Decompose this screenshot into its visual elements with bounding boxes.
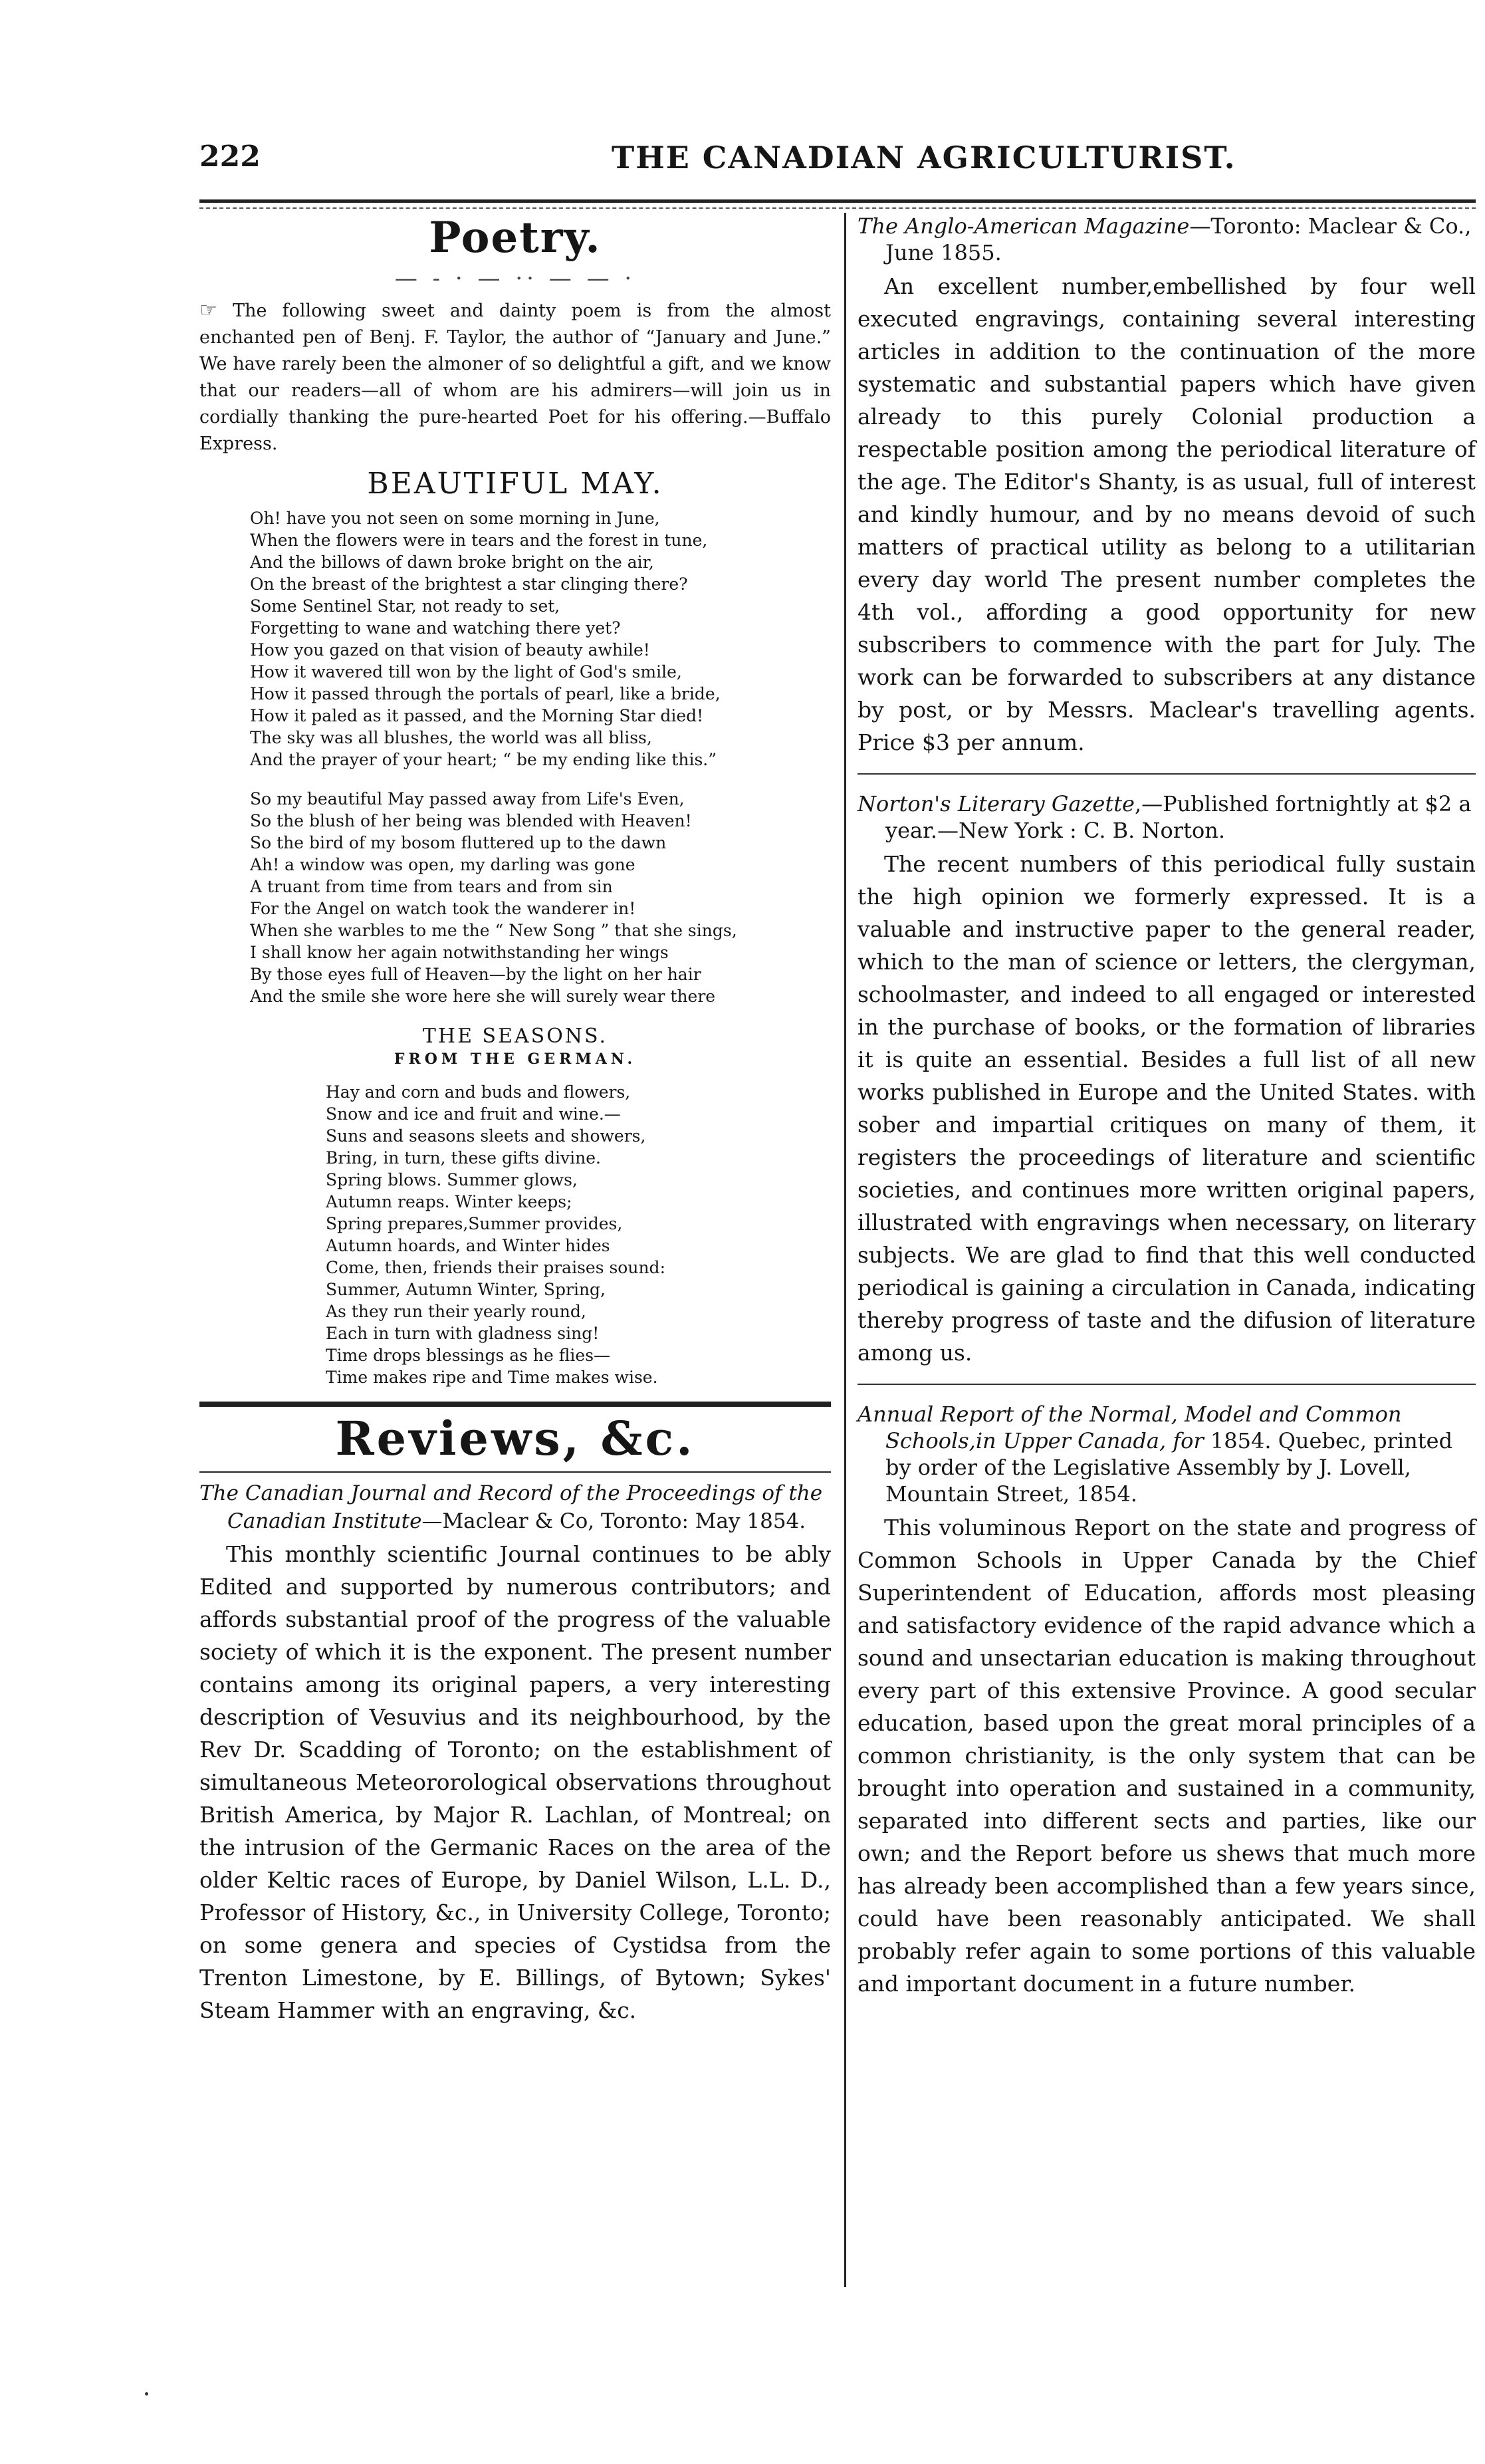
verse-line: For the Angel on watch took the wanderer in! [250, 899, 636, 918]
verse-line: A truant from time from tears and from sin [250, 877, 613, 896]
section-rule-thin [199, 1471, 831, 1473]
verse-line: Bring, in turn, these gifts divine. [326, 1148, 602, 1168]
review-title-anglo-american [857, 213, 1476, 266]
verse-line: Forgetting to wane and watching there yet? [250, 618, 621, 638]
verse-line: The sky was all blushes, the world was all bliss, [250, 728, 652, 747]
header-rule-dashed [199, 207, 1476, 209]
page-number: 222 [199, 140, 261, 174]
review-title-publisher: —Maclear & Co, Toronto: May 1854. [421, 1509, 806, 1533]
running-title: THE CANADIAN AGRICULTURIST. [612, 140, 1236, 176]
right-column [857, 213, 1476, 2000]
ink-speck [145, 2392, 148, 2396]
verse-line: By those eyes full of Heaven—by the light on her hair [250, 965, 701, 984]
verse-line: Summer, Autumn Winter, Spring, [326, 1280, 606, 1299]
reviews-heading: Reviews, &c. [335, 1411, 695, 1466]
review-body-normal-schools: This voluminous Report on the state and progress of Common Schools in Upper Canada by the Chief Superintendent of Education, affords most pleasing and satisfactory evidence of the rapid advance which a sound and unsectarian education is making throughout every part of this extensive Province. A good secular education, based upon the great moral principles of a common christianity, is the only system that can be brought into operation and sustained in a community, separated into different sects and parties, like our own; and the Report before us shews that much more has already been accomplished than a few years since, could have been reasonably anticipated. We shall probably refer again to some portions of this valuable and important document in a future number. [857, 1515, 1476, 1997]
verse-line: As they run their yearly round, [326, 1302, 586, 1321]
divider-rule [857, 773, 1476, 775]
poem-title-seasons: THE SEASONS. [422, 1025, 608, 1048]
verse-line: Oh! have you not seen on some morning in June, [250, 509, 660, 528]
verse-line: Autumn reaps. Winter keeps; [326, 1192, 572, 1211]
verse-line: So the bird of my bosom fluttered up to the dawn [250, 833, 667, 852]
verse-line: How you gazed on that vision of beauty awhile! [250, 640, 650, 660]
verse-line: So the blush of her being was blended with Heaven! [250, 811, 692, 830]
verse-line: How it paled as it passed, and the Morning Star died! [250, 706, 704, 725]
verse-line: Some Sentinel Star, not ready to set, [250, 596, 560, 616]
poem-stanza-1 [250, 507, 831, 771]
verse-line: Hay and corn and buds and flowers, [326, 1082, 631, 1102]
verse-line: How it wavered till won by the light of God's smile, [250, 662, 682, 681]
verse-line: When she warbles to me the “ New Song ” that she sings, [250, 921, 737, 940]
verse-line: Snow and ice and fruit and wine.— [326, 1104, 621, 1124]
verse-line: And the billows of dawn broke bright on the air, [250, 553, 654, 572]
poem-source: FROM THE GERMAN. [394, 1050, 637, 1068]
column-divider [844, 213, 846, 2287]
review-title-publisher: ,—Published fortnightly at $2 a year.—New York : C. B. Norton. [885, 791, 1472, 843]
review-body-anglo-american: An excellent number,embellished by four well executed engravings, containing several interesting articles in addition to the continuation of the more systematic and substantial papers which have given already to this purely Colonial production a respectable position among the periodical literature of the age. The Editor's Shanty, is as usual, full of interest and kindly humour, and by no means devoid of such matters of practical utility as belong to a utilitarian every day world The present number completes the 4th vol., affording a good opportunity for new subscribers to commence with the part for July. The work can be forwarded to subscribers at any distance by post, or by Messrs. Maclear's travelling agents. Price $3 per annum. [857, 273, 1476, 755]
verse-line: How it passed through the portals of pearl, like a bride, [250, 684, 721, 703]
page-header [199, 140, 1476, 180]
review-title-publisher: —Toronto: Maclear & Co., June 1855. [885, 213, 1472, 265]
verse-line: Time drops blessings as he flies— [326, 1346, 611, 1365]
poetry-intro-text: The following sweet and dainty poem is from the almost enchanted pen of Benj. F. Taylor, the author of “January and June.” We have rarely been the almoner of so delightful a gift, and we know that our readers—all of whom are his admirers—will join us in cordially thanking the pure-hearted Poet for his offering.—Buffalo Express. [199, 301, 832, 454]
section-rule-thick [199, 1402, 831, 1407]
pointing-hand-icon: ☞ [199, 299, 217, 322]
review-title-italic: The Canadian Journal and Record of the Proceedings of the Canadian Institute [199, 1481, 823, 1533]
verse-line: And the prayer of your heart; “ be my ending like this.” [250, 750, 717, 769]
review-title-canadian-journal [199, 1479, 831, 1535]
review-title-italic: Annual Report of the Normal, Model and Common Schools,in Upper Canada, for [857, 1402, 1402, 1453]
review-body-canadian-journal: This monthly scientific Journal continues to be ably Edited and supported by numerous contributors; and affords substantial proof of the progress of the valuable society of which it is the exponent. The present number contains among its original papers, a very interesting description of Vesuvius and its neighbourhood, by the Rev Dr. Scadding of Toronto; on the establishment of simultaneous Meteororological observations throughout British America, by Major R. Lachlan, of Montreal; on the intrusion of the Germanic Races on the area of the older Keltic races of Europe, by Daniel Wilson, L.L. D., Professor of History, &c., in University College, Toronto; on some genera and species of Cystidsa from the Trenton Limestone, by E. Billings, of Bytown; Sykes' Steam Hammer with an engraving, &c. [199, 1541, 831, 2023]
review-title-nortons [857, 791, 1476, 844]
review-title-normal-schools [857, 1401, 1476, 1507]
verse-line: And the smile she wore here she will surely wear there [250, 987, 716, 1006]
verse-line: Time makes ripe and Time makes wise. [326, 1368, 658, 1387]
verse-line: So my beautiful May passed away from Life's Even, [250, 789, 685, 808]
verse-line: I shall know her again notwithstanding her wings [250, 943, 669, 962]
verse-line: Each in turn with gladness sing! [326, 1324, 600, 1343]
review-title-publisher: 1854. Quebec, printed by order of the Legislative Assembly by J. Lovell, Mountain Street, 1854. [885, 1428, 1453, 1507]
verse-line: Autumn hoards, and Winter hides [326, 1236, 610, 1255]
ornament-divider: — - · — ·· — — · [394, 265, 636, 292]
poetry-intro [199, 297, 831, 457]
verse-line: Come, then, friends their praises sound: [326, 1258, 665, 1277]
verse-line: When the flowers were in tears and the forest in tune, [250, 531, 708, 550]
review-title-italic: The Anglo-American Magazine [857, 213, 1190, 239]
left-column [199, 213, 831, 2027]
divider-rule [857, 1384, 1476, 1385]
header-rule [199, 199, 1476, 203]
poem-stanza-2 [250, 788, 831, 1007]
verse-line: On the breast of the brightest a star clinging there? [250, 574, 688, 594]
verse-line: Suns and seasons sleets and showers, [326, 1126, 646, 1146]
verse-line: Spring prepares,Summer provides, [326, 1214, 623, 1233]
review-body-nortons: The recent numbers of this periodical fully sustain the high opinion we formerly expressed. It is a valuable and instructive paper to the general reader, which to the man of science or letters, the clergyman, schoolmaster, and indeed to all engaged or interested in the purchase of books, or the formation of libraries it is quite an essential. Besides a full list of all new works published in Europe and the United States. with sober and impartial critiques on many of them, it registers the proceedings of literature and scientific societies, and continues more written original papers, illustrated with engravings when necessary, on literary subjects. We are glad to find that this well conducted periodical is gaining a circulation in Canada, indicating thereby progress of taste and the difusion of literature among us. [857, 851, 1476, 1366]
verse-line: Spring blows. Summer glows, [326, 1170, 578, 1189]
verse-line: Ah! a window was open, my darling was gone [250, 855, 635, 874]
poem-title-beautiful-may: BEAUTIFUL MAY. [367, 467, 663, 501]
poetry-heading: Poetry. [429, 213, 602, 263]
poem-seasons-lines [326, 1081, 831, 1388]
review-title-italic: Norton's Literary Gazette [857, 791, 1135, 816]
